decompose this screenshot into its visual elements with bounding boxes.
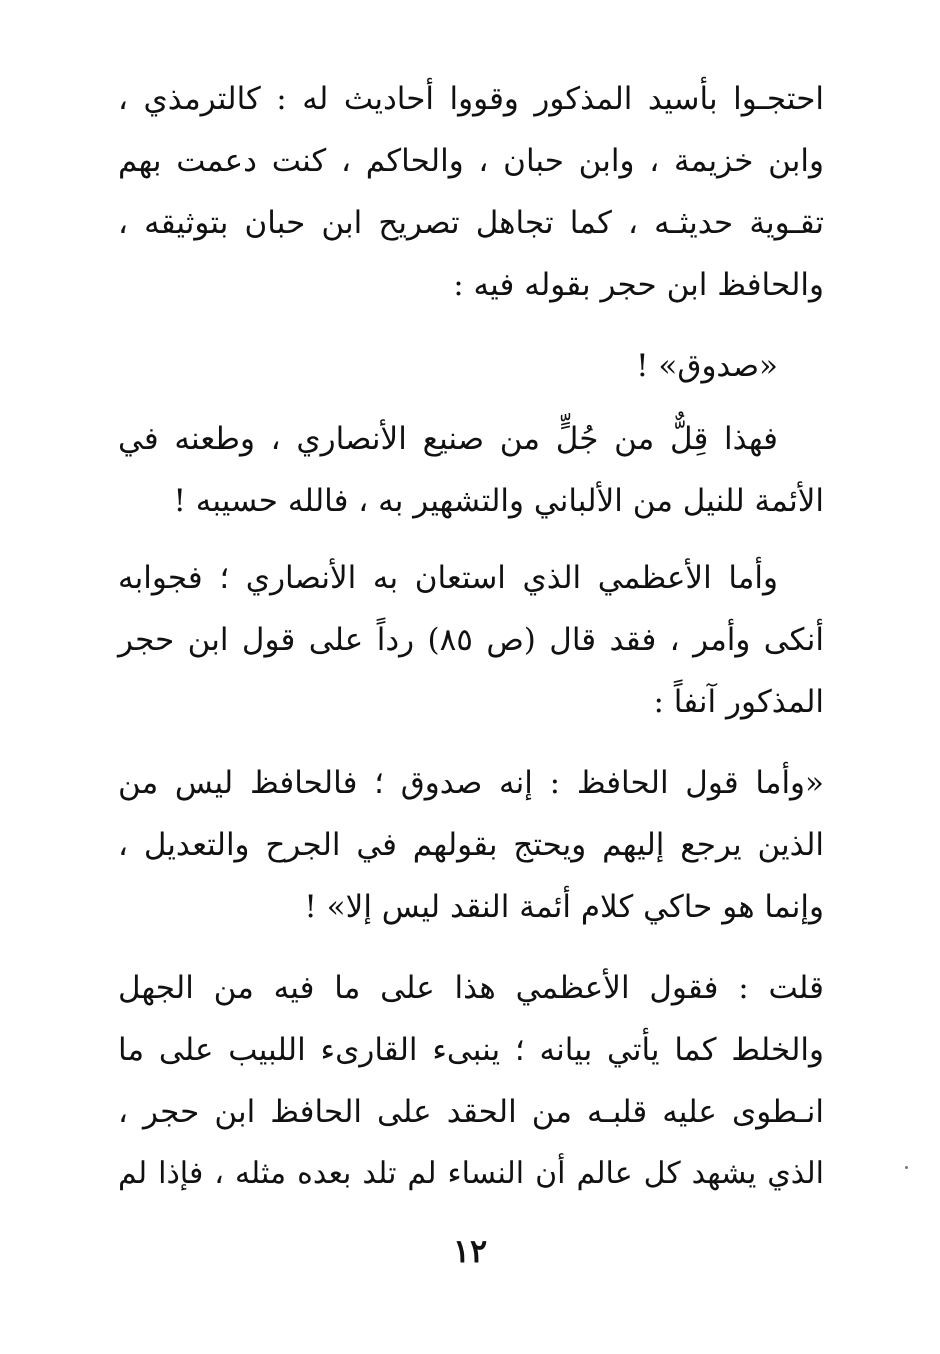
text-line: قلت : فقول الأعظمي هذا على ما فيه من الجهل (118, 970, 824, 1006)
text-line: انـطوى عليه قلبـه من الحقد على الحافظ ابن حجر ، (118, 1094, 824, 1130)
text-line: وأما الأعظمي الذي استعان به الأنصاري ؛ فجوابه (118, 560, 778, 596)
text-line: المذكور آنفاً : (653, 684, 824, 720)
text-line: تقـوية حديثـه ، كما تجاهل تصريح ابن حبان بتوثيقه ، (118, 205, 824, 241)
page-number: ١٢ (452, 1232, 488, 1270)
paragraph-4 (118, 547, 824, 733)
text-line: وإنما هو حاكي كلام أئمة النقد ليس إلا» ! (304, 889, 824, 925)
text-line: الذين يرجع إليهم ويحتج بقولهم في الجرح والتعديل ، (118, 827, 824, 863)
text-line: فهذا قِلٌّ من جُلٍّ من صنيع الأنصاري ، وطعنه في (118, 421, 778, 457)
scan-speck (905, 1166, 908, 1169)
text-line: «وأما قول الحافظ : إنه صدوق ؛ فالحافظ ليس من (118, 765, 824, 801)
text-line: احتجـوا بأسيد المذكور وقووا أحاديث له : كالترمذي ، (118, 81, 824, 117)
paragraph-2-quote (118, 335, 824, 397)
paragraph-1 (118, 68, 824, 316)
text-line: والحافظ ابن حجر بقوله فيه : (453, 267, 824, 303)
paragraph-5-quote (118, 752, 824, 938)
text-line: الأئمة للنيل من الألباني والتشهير به ، فالله حسيبه ! (173, 483, 824, 519)
text-line: «صدوق» ! (636, 348, 778, 384)
text-line: أنكى وأمر ، فقد قال (ص ٨٥) رداً على قول ابن حجر (118, 622, 824, 658)
text-line: الذي يشهد كل عالم أن النساء لم تلد بعده مثله ، فإذا لم (118, 1156, 824, 1191)
text-line: والخلط كما يأتي بيانه ؛ ينبىء القارىء اللبيب على ما (118, 1032, 824, 1068)
text-line: وابن خزيمة ، وابن حبان ، والحاكم ، كنت دعمت بهم (118, 143, 824, 179)
paragraph-6 (118, 957, 824, 1205)
paragraph-3 (118, 408, 824, 532)
